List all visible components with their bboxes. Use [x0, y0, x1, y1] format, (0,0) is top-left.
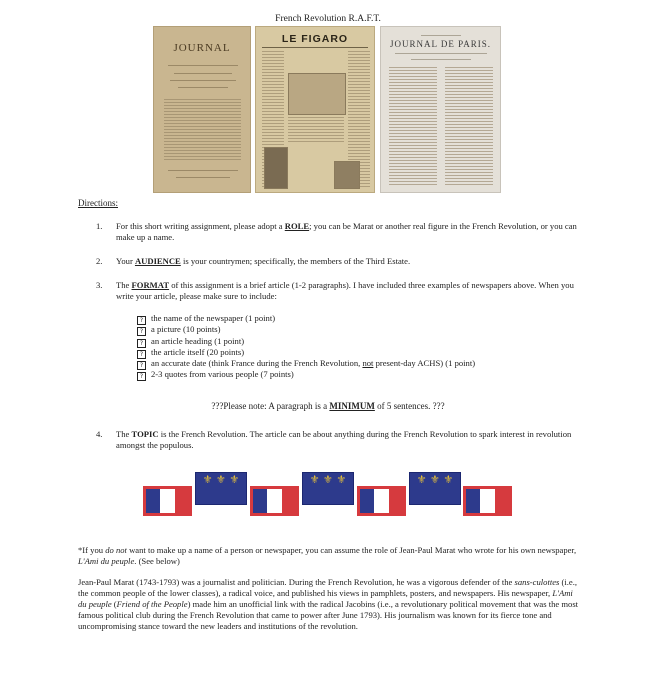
checkbox-icon: ?: [137, 361, 146, 370]
fleur-de-lis-flag: ⚜ ⚜ ⚜: [302, 472, 354, 505]
checkbox-icon: ?: [137, 372, 146, 381]
requirements-checklist: [137, 313, 475, 381]
list-item: ? the article itself (20 points): [137, 347, 475, 358]
newspaper-image-journal-de-paris: [380, 26, 501, 193]
fleur-de-lis-flag: ⚜ ⚜ ⚜: [195, 472, 247, 505]
newspaper-image-journal: [153, 26, 251, 193]
newspaper-title: JOURNAL DE PARIS.: [389, 39, 492, 49]
newspaper-image-le-figaro: [255, 26, 375, 193]
french-tricolor-flag: [250, 486, 299, 516]
fleur-de-lis-flag: ⚜ ⚜ ⚜: [409, 472, 461, 505]
checkbox-icon: ?: [137, 316, 146, 325]
list-item: ? an article heading (1 point): [137, 336, 475, 347]
question-glyphs: ???: [211, 401, 224, 411]
marat-option-paragraph: *If you do not want to make up a name of a person or newspaper, you can assume the role of Jean-Paul Marat who wrote for his own newspaper, L'Ami du peuple. (See below): [78, 545, 577, 566]
checkbox-icon: ?: [137, 339, 146, 348]
checkbox-icon: ?: [137, 327, 146, 336]
french-tricolor-flag: [143, 486, 192, 516]
page-title: French Revolution R.A.F.T.: [275, 14, 381, 24]
french-tricolor-flag: [463, 486, 512, 516]
question-glyphs: ???: [432, 401, 445, 411]
newspaper-title: JOURNAL: [173, 42, 231, 54]
marat-biography-paragraph: Jean-Paul Marat (1743-1793) was a journalist and politician. During the French Revolution, he was a vigorous defender of the sans-culottes (i.e., the common people of the lower classes), a radical voice, and published his views in pamphlets, posters, and newspapers. His newspaper, L'Ami du peuple (Friend of the People) made him an unofficial link with the radical Jacobins (i.e., a revolutionary political movement that was the most famous political club during the French Revolution that came to power after June 1793). His journalism was known for its fierce tone and uncompromising stance toward the new leaders and institutions of the revolution.: [78, 577, 579, 631]
newspaper-title: LE FIGARO: [281, 33, 349, 45]
french-tricolor-flag: [357, 486, 406, 516]
paragraph-note: ???Please note: A paragraph is a MINIMUM of 5 sentences. ???: [211, 401, 445, 411]
checkbox-icon: ?: [137, 350, 146, 359]
list-item: ? the name of the newspaper (1 point): [137, 313, 475, 324]
list-item: ? an accurate date (think France during the French Revolution, not present-day ACHS) (1 point): [137, 358, 475, 369]
directions-label: Directions:: [78, 198, 118, 208]
list-item: ? a picture (10 points): [137, 324, 475, 335]
list-item: ? 2-3 quotes from various people (7 points): [137, 369, 475, 380]
